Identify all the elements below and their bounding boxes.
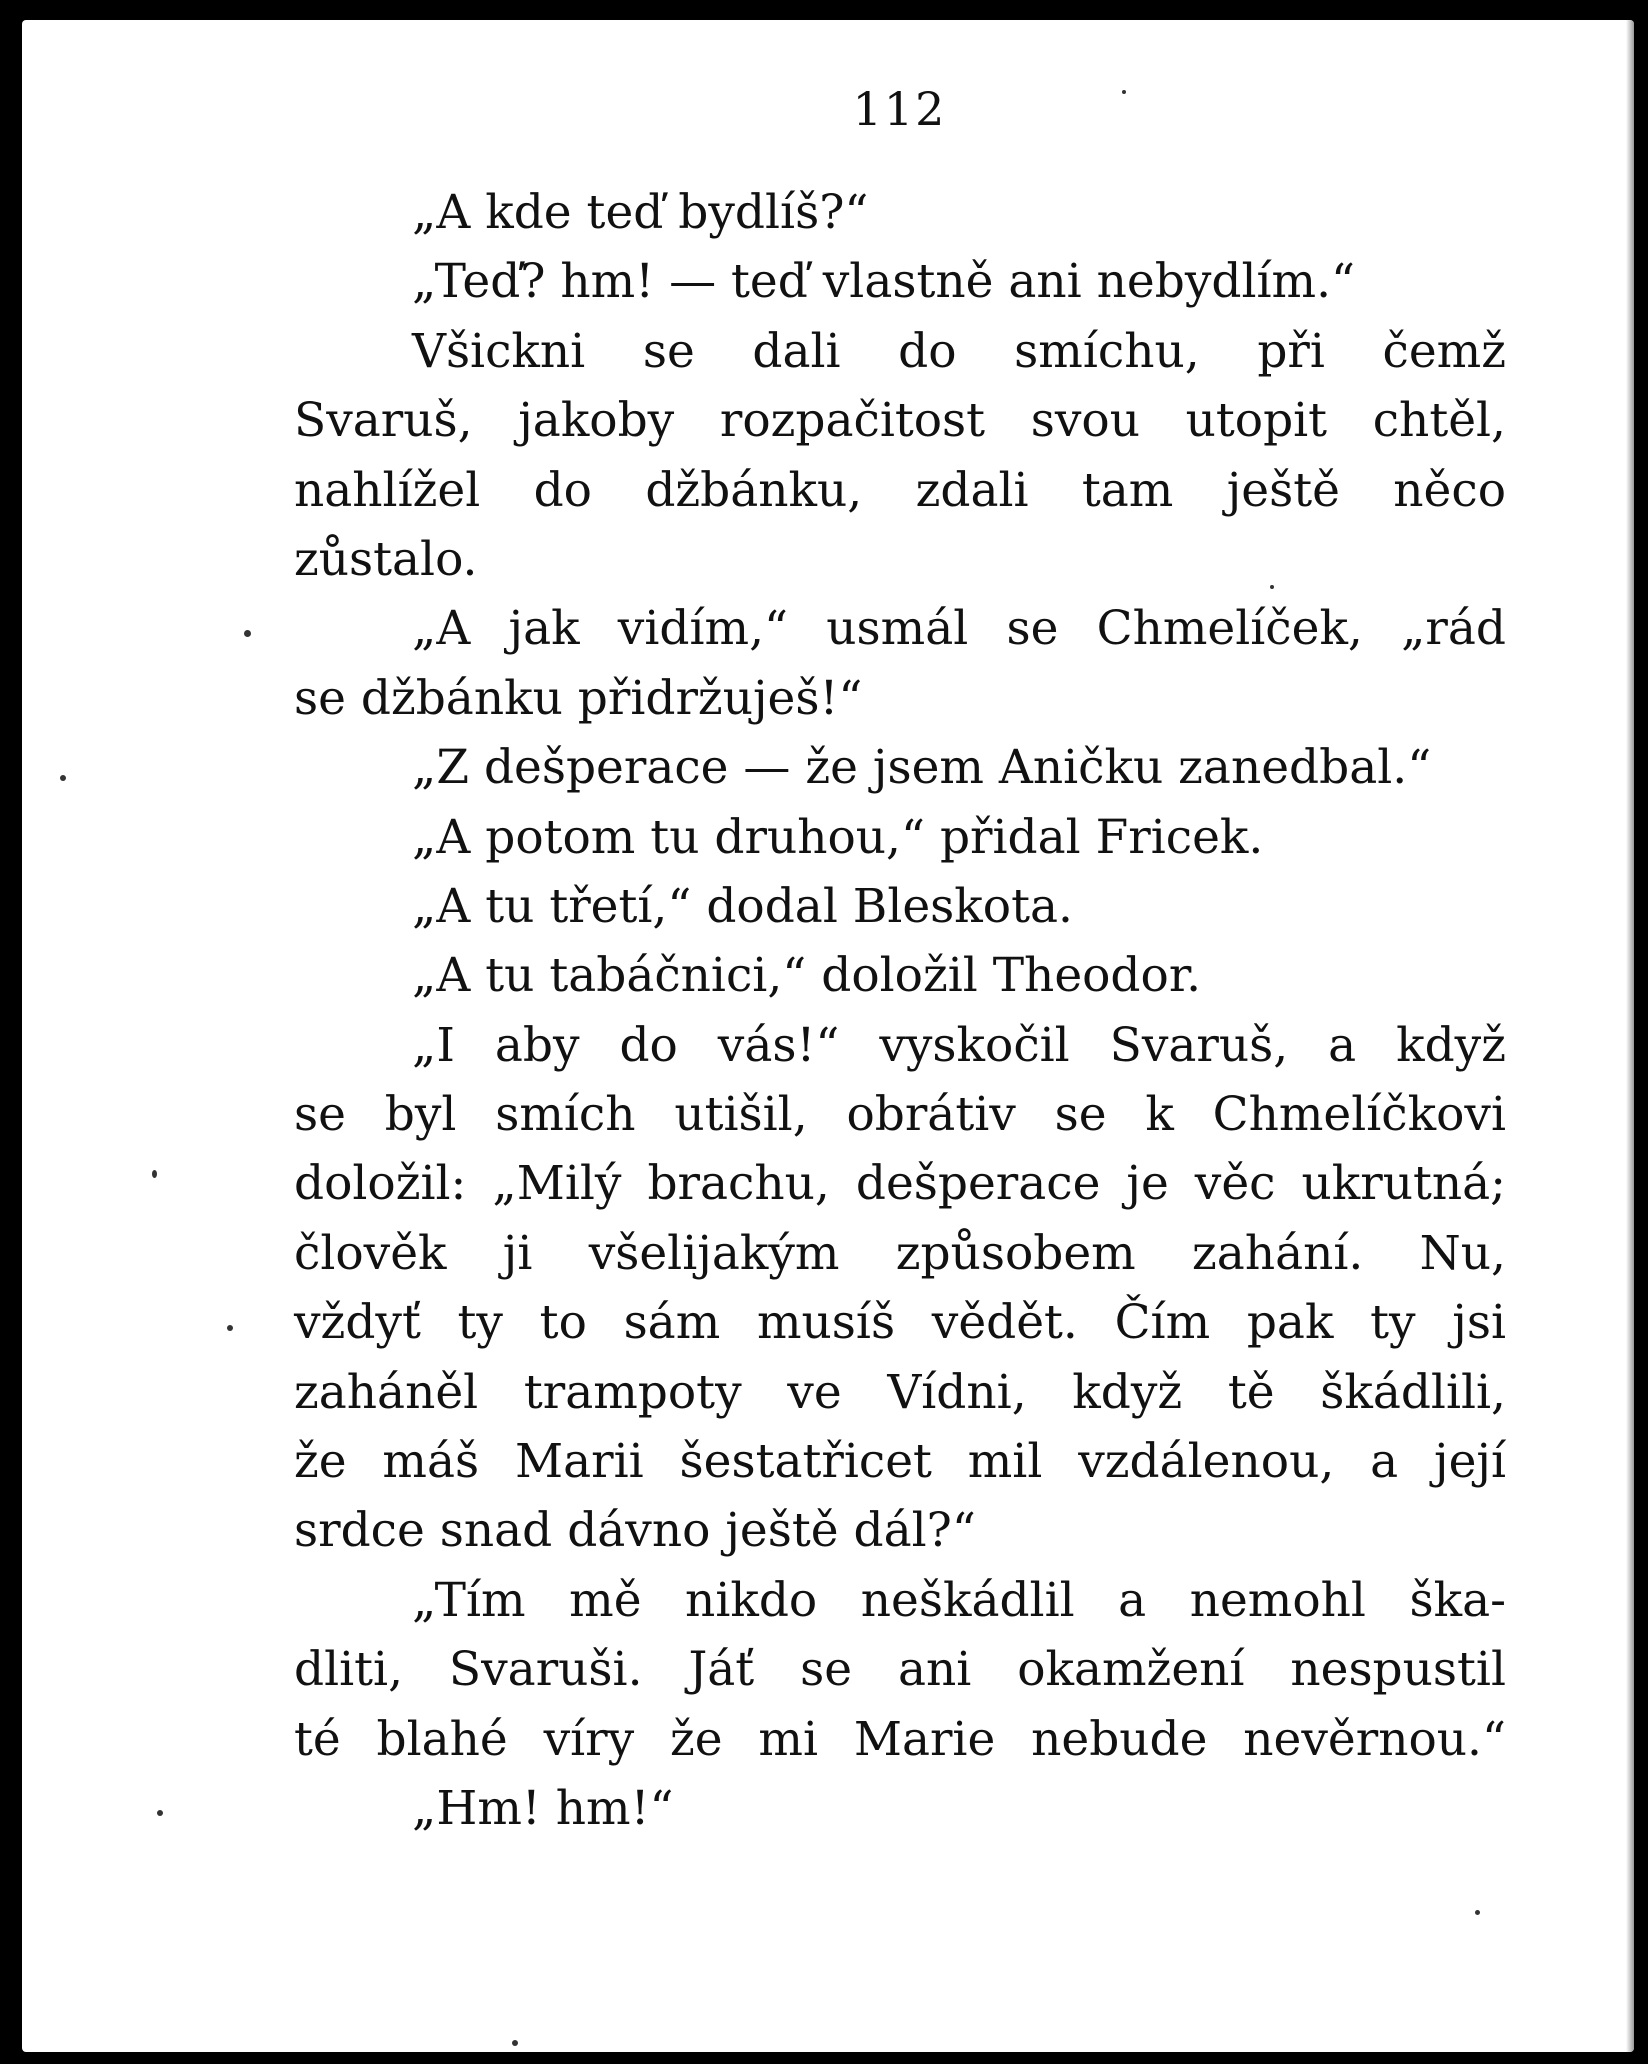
text-line: nahlížel do džbánku, zdali tam ještě něco (294, 462, 1506, 518)
text-line: „I aby do vás!“ vyskočil Svaruš, a když (412, 1017, 1506, 1073)
text-line: srdce snad dávno ještě dál?“ (294, 1503, 976, 1559)
scan-speck (1270, 585, 1274, 589)
scan-speck (157, 1810, 163, 1816)
text-line: že máš Marii šestatřicet mil vzdálenou, a její (294, 1434, 1506, 1490)
text-line: se džbánku přidržuješ!“ (294, 670, 863, 726)
body-text (294, 178, 1506, 1843)
text-line: „A potom tu druhou,“ přidal Fricek. (412, 809, 1264, 865)
text-line: „Z dešperace — že jsem Aničku zanedbal.“ (412, 740, 1432, 796)
page-edge-shadow (1626, 20, 1634, 2052)
scan-speck (152, 1170, 157, 1178)
text-line: „Tím mě nikdo neškádlil a nemohl ška- (412, 1572, 1506, 1628)
text-line: Svaruš, jakoby rozpačitost svou utopit chtěl, (294, 393, 1506, 449)
book-page (22, 20, 1634, 2052)
text-line: zůstalo. (294, 531, 478, 587)
text-line: „A jak vidím,“ usmál se Chmelíček, „rád (412, 601, 1506, 657)
text-line: „A tu třetí,“ dodal Bleskota. (412, 878, 1073, 934)
scan-speck (60, 775, 66, 781)
text-line: se byl smích utišil, obrátiv se k Chmelíčkovi (294, 1087, 1506, 1143)
text-line: vždyť ty to sám musíš vědět. Čím pak ty jsi (294, 1295, 1506, 1351)
text-line: Všickni se dali do smíchu, při čemž (412, 323, 1506, 379)
text-line: doložil: „Milý brachu, dešperace je věc ukrutná; (294, 1156, 1506, 1212)
scan-speck (244, 630, 251, 637)
text-line: „Hm! hm!“ (412, 1780, 674, 1836)
text-line: „A kde teď bydlíš?“ (412, 185, 869, 240)
scan-speck (512, 2040, 518, 2046)
text-line: „Teď? hm! — teď vlastně ani nebydlím.“ (412, 254, 1356, 310)
text-line: zaháněl trampoty ve Vídni, když tě škádlili, (294, 1364, 1506, 1420)
text-line: té blahé víry že mi Marie nebude nevěrnou.“ (294, 1711, 1506, 1767)
text-line: člověk ji všelijakým způsobem zahání. Nu, (294, 1225, 1506, 1281)
page-number: 112 (852, 82, 947, 136)
scan-speck (1122, 90, 1126, 94)
scan-speck (1475, 1910, 1480, 1915)
text-line: dliti, Svaruši. Jáť se ani okamžení nespustil (294, 1642, 1506, 1698)
scan-speck (227, 1325, 233, 1331)
text-line: „A tu tabáčnici,“ doložil Theodor. (412, 948, 1202, 1004)
